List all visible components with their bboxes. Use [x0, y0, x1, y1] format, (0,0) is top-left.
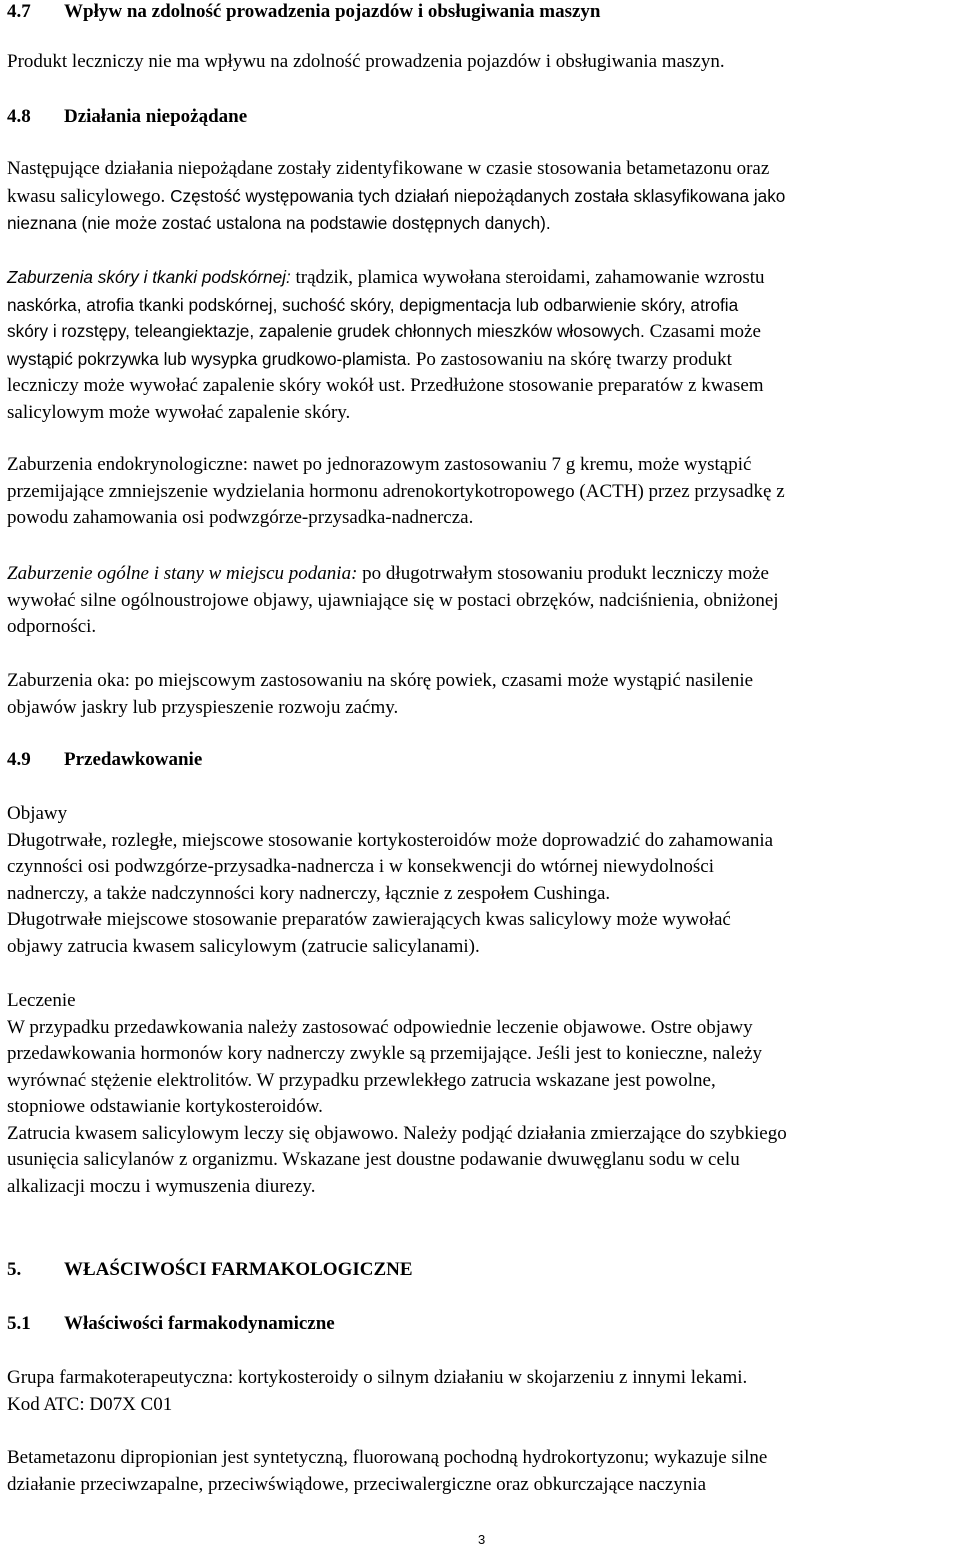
- text-fragment: Zaburzenie ogólne i stany w miejscu podania:: [7, 563, 358, 584]
- text-line: [7, 346, 957, 374]
- text-fragment: Częstość występowania tych działań niepożądanych została sklasyfikowana jako: [165, 185, 786, 206]
- text-line: Zatrucia kwasem salicylowym leczy się objawowo. Należy podjąć działania zmierzające do szybkiego: [7, 1122, 787, 1144]
- atc-code: Kod ATC: D07X C01: [7, 1393, 173, 1415]
- text-line: Długotrwałe, rozległe, miejscowe stosowanie kortykosteroidów może doprowadzić do zahamowania: [7, 829, 774, 851]
- text-fragment: wystąpić pokrzywka lub wysypka grudkowo-plamista.: [7, 348, 412, 369]
- paragraph-pharmacotherapeutic-group: [7, 1365, 957, 1418]
- text-fragment: trądzik, plamica wywołana steroidami, zahamowanie wzrostu: [290, 267, 765, 288]
- text-line: nieznana (nie może zostać ustalona na podstawie dostępnych danych).: [7, 213, 551, 233]
- section-heading-4-9: [7, 747, 957, 774]
- section-number: 4.7: [7, 1, 31, 22]
- text-line: czynności osi podwzgórze-przysadka-nadnercza i w konsekwencji do wtórnej niewydolności: [7, 856, 714, 877]
- text-fragment: leczniczy może wywołać zapalenie skóry wokół ust.: [7, 375, 406, 396]
- text-line: wyrównać stężenie elektrolitów. W przypadku przewlekłego zatrucia wskazane jest powolne,: [7, 1069, 716, 1091]
- section-title: Właściwości farmakodynamiczne: [64, 1313, 335, 1334]
- paragraph-symptoms: [7, 801, 957, 960]
- text-line: objawów jaskry lub przyspieszenie rozwoju zaćmy.: [7, 696, 399, 718]
- text-line: stopniowe odstawianie kortykosteroidów.: [7, 1096, 323, 1117]
- text-line: powodu zahamowania osi podwzgórze-przysadka-nadnercza.: [7, 507, 474, 528]
- text-line: [7, 561, 957, 588]
- section-number: 4.9: [7, 749, 31, 770]
- text-line: Następujące działania niepożądane zostały zidentyfikowane w czasie stosowania betametazonu oraz: [7, 158, 770, 179]
- section-title: Przedawkowanie: [64, 749, 203, 770]
- paragraph-general-disorders: [7, 561, 957, 641]
- subheading-symptoms: Objawy: [7, 803, 68, 824]
- section-title: Wpływ na zdolność prowadzenia pojazdów i obsługiwania maszyn: [64, 1, 601, 22]
- text-line: przemijające zmniejszenie wydzielania hormonu adrenokortykotropowego (ACTH) przez przysadkę z: [7, 480, 785, 502]
- text-line: salicylowym może wywołać zapalenie skóry.: [7, 401, 351, 423]
- text-line: usunięcia salicylanów z organizmu. Wskazane jest doustne podawanie dwuwęglanu sodu w celu: [7, 1149, 740, 1170]
- text-line: przedawkowania hormonów kory nadnerczy zwykle są przemijające. Jeśli jest to konieczne, należy: [7, 1043, 762, 1064]
- section-title: Działania niepożądane: [64, 106, 248, 127]
- text-fragment: kwasu salicylowego.: [7, 185, 166, 207]
- paragraph-treatment: [7, 988, 957, 1200]
- text-line: [7, 264, 957, 292]
- section-number: 5.1: [7, 1313, 31, 1334]
- paragraph-skin-disorders: [7, 264, 957, 426]
- text-fragment: Po zastosowaniu na skórę twarzy produkt: [411, 348, 732, 370]
- section-heading-5: [7, 1257, 957, 1284]
- text-fragment: skóry i rozstępy, teleangiektazje, zapalenie grudek chłonnych mieszków włosowych.: [7, 321, 645, 341]
- paragraph-endocrine-disorders: [7, 452, 957, 532]
- text-line: alkalizacji moczu i wymuszenia diurezy.: [7, 1175, 316, 1197]
- text-line: [7, 183, 957, 211]
- section-heading-4-8: [7, 104, 957, 131]
- page-number: 3: [478, 1532, 486, 1547]
- text-line: Betametazonu dipropionian jest syntetyczną, fluorowaną pochodną hydrokortyzonu; wykazuje silne: [7, 1447, 768, 1468]
- text-line: wywołać silne ogólnoustrojowe objawy, ujawniające się w postaci obrzęków, nadciśnienia, obniżonej: [7, 589, 779, 611]
- text-line: odporności.: [7, 616, 97, 637]
- section-heading-4-7: [7, 0, 957, 26]
- text-fragment: po długotrwałym stosowaniu produkt leczniczy może: [357, 563, 769, 584]
- section-number: 5.: [7, 1259, 22, 1280]
- text-line: Długotrwałe miejscowe stosowanie preparatów zawierających kwas salicylowy może wywołać: [7, 909, 731, 930]
- section-number: 4.8: [7, 106, 31, 127]
- text-line: Zaburzenia endokrynologiczne: nawet po jednorazowym zastosowaniu 7 g kremu, może wystąpić: [7, 454, 752, 475]
- text-line: W przypadku przedawkowania należy zastosować odpowiednie leczenie objawowe. Ostre objawy: [7, 1016, 753, 1038]
- section-title: WŁAŚCIWOŚCI FARMAKOLOGICZNE: [64, 1259, 413, 1280]
- text-line: Grupa farmakoterapeutyczna: kortykosteroidy o silnym działaniu w skojarzeniu z innymi lekami.: [7, 1367, 748, 1388]
- section-heading-5-1: [7, 1311, 957, 1338]
- paragraph-eye-disorders: [7, 668, 957, 721]
- paragraph-driving-effects: [7, 49, 957, 76]
- subheading-treatment: Leczenie: [7, 990, 76, 1011]
- text-fragment: Zaburzenia skóry i tkanki podskórnej:: [7, 267, 291, 287]
- text-line: objawy zatrucia kwasem salicylowym (zatrucie salicylanami).: [7, 935, 480, 957]
- paragraph-betamethasone: [7, 1445, 957, 1498]
- text-fragment: Przedłużone stosowanie preparatów z kwasem: [405, 375, 764, 396]
- text-line: Zaburzenia oka: po miejscowym zastosowaniu na skórę powiek, czasami może wystąpić nasilenie: [7, 670, 754, 691]
- text-line: działanie przeciwzapalne, przeciwświądowe, przeciwalergiczne oraz obkurczające naczynia: [7, 1473, 707, 1495]
- text-line: naskórka, atrofia tkanki podskórnej, suchość skóry, depigmentacja lub odbarwienie skóry, atrofia: [7, 294, 739, 315]
- text-line: [7, 318, 957, 346]
- text-fragment: Czasami może: [644, 321, 761, 342]
- text-line: nadnerczy, a także nadczynności kory nadnerczy, łącznie z zespołem Cushinga.: [7, 882, 611, 904]
- paragraph-adverse-effects-intro: [7, 156, 957, 237]
- text-line: Produkt leczniczy nie ma wpływu na zdolność prowadzenia pojazdów i obsługiwania maszyn.: [7, 51, 725, 72]
- text-line: [7, 373, 957, 400]
